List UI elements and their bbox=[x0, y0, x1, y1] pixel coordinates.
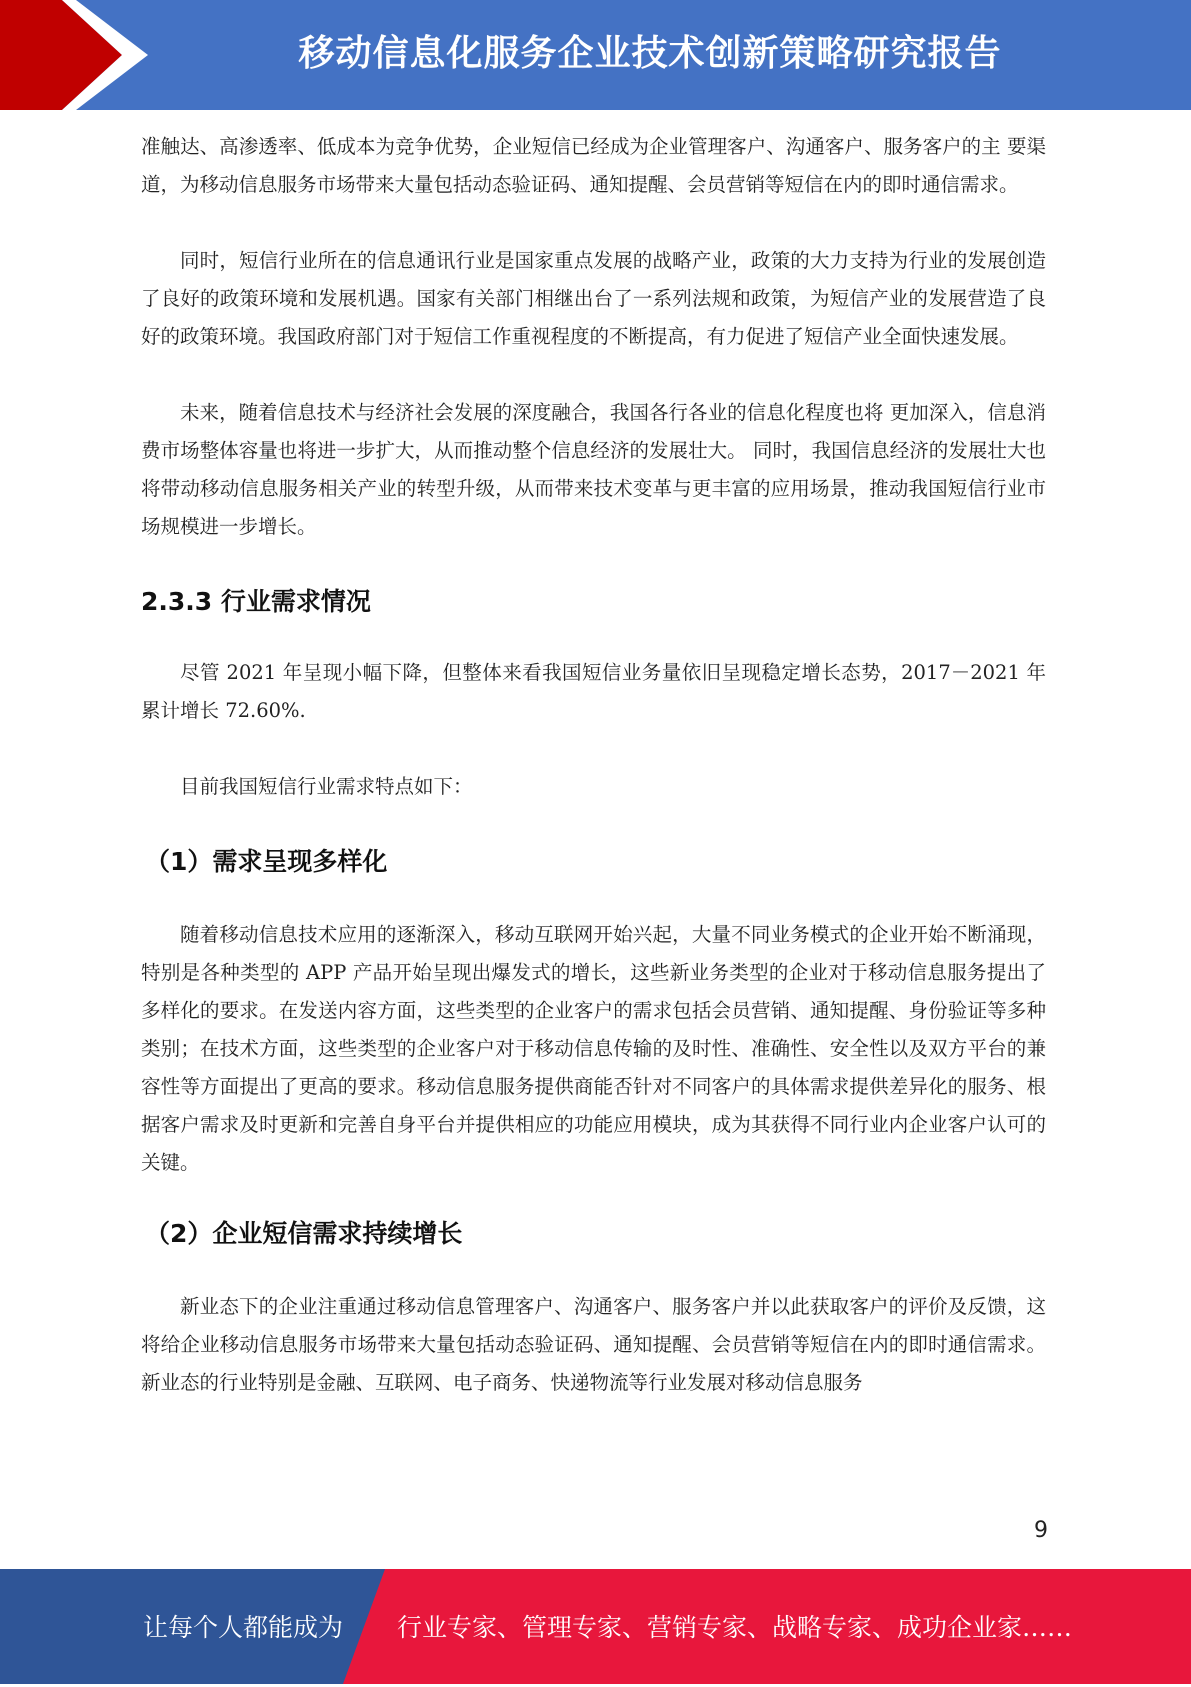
paragraph-future: 未来，随着信息技术与经济社会发展的深度融合，我国各行各业的信息化程度也将 更加深入，信息消费市场整体容量也将进一步扩大，从而推动整个信息经济的发展壮大。 同时，我国信息经济的发展壮大也将带动移动信息服务相关产业的转型升级，从而带来技术变革与更丰富的应用场景，推动我国短信行业市场规模进一步增长。 bbox=[141, 401, 1046, 538]
paragraph-sms-growth: 新业态下的企业注重通过移动信息管理客户、沟通客户、服务客户并以此获取客户的评价及反馈，这将给企业移动信息服务市场带来大量包括动态验证码、通知提醒、会员营销等短信在内的即时通信需求。新业态的行业特别是金融、互联网、电子商务、快递物流等行业发展对移动信息服务 bbox=[141, 1295, 1046, 1394]
section-heading: 2.3.3 行业需求情况 bbox=[141, 587, 371, 616]
paragraph-continued: 准触达、高渗透率、低成本为竞争优势，企业短信已经成为企业管理客户、沟通客户、服务客户的主 要渠道，为移动信息服务市场带来大量包括动态验证码、通知提醒、会员营销等短信在内的即时通信需求。 bbox=[141, 135, 1046, 196]
paragraph-diversified-demand: 随着移动信息技术应用的逐渐深入，移动互联网开始兴起，大量不同业务模式的企业开始不断涌现，特别是各种类型的 APP 产品开始呈现出爆发式的增长，这些新业务类型的企业对于移动信息服务提出了多样化的要求。在发送内容方面，这些类型的企业客户的需求包括会员营销、通知提醒、身份验证等多种类别；在技术方面，这些类型的企业客户对于移动信息传输的及时性、准确性、安全性以及双方平台的兼容性等方面提出了更高的要求。移动信息服务提供商能否针对不同客户的具体需求提供差异化的服务、根据客户需求及时更新和完善自身平台并提供相应的功能应用模块，成为其获得不同行业内企业客户认可的关键。 bbox=[141, 923, 1046, 1174]
subheading-sms-growth: （2）企业短信需求持续增长 bbox=[145, 1219, 463, 1248]
page-footer bbox=[0, 1569, 1191, 1684]
page-header bbox=[0, 0, 1191, 110]
footer-slogan-left: 让每个人都能成为 bbox=[143, 1613, 344, 1642]
subheading-diversified-demand: （1）需求呈现多样化 bbox=[145, 847, 388, 876]
paragraph-growth: 尽管 2021 年呈现小幅下降，但整体来看我国短信业务量依旧呈现稳定增长态势，2017－2021 年累计增长 72.60%. bbox=[141, 661, 1046, 722]
header-title: 移动信息化服务企业技术创新策略研究报告 bbox=[298, 33, 1002, 74]
footer-slogan-right: 行业专家、管理专家、营销专家、战略专家、成功企业家…… bbox=[397, 1613, 1073, 1642]
paragraph-features-intro: 目前我国短信行业需求特点如下： bbox=[180, 775, 473, 798]
page-number: 9 bbox=[1034, 1518, 1048, 1543]
page-content bbox=[141, 128, 1046, 1402]
paragraph-policy: 同时，短信行业所在的信息通讯行业是国家重点发展的战略产业，政策的大力支持为行业的发展创造了良好的政策环境和发展机遇。国家有关部门相继出台了一系列法规和政策，为短信产业的发展营造了良好的政策环境。我国政府部门对于短信工作重视程度的不断提高，有力促进了短信产业全面快速发展。 bbox=[141, 249, 1046, 348]
